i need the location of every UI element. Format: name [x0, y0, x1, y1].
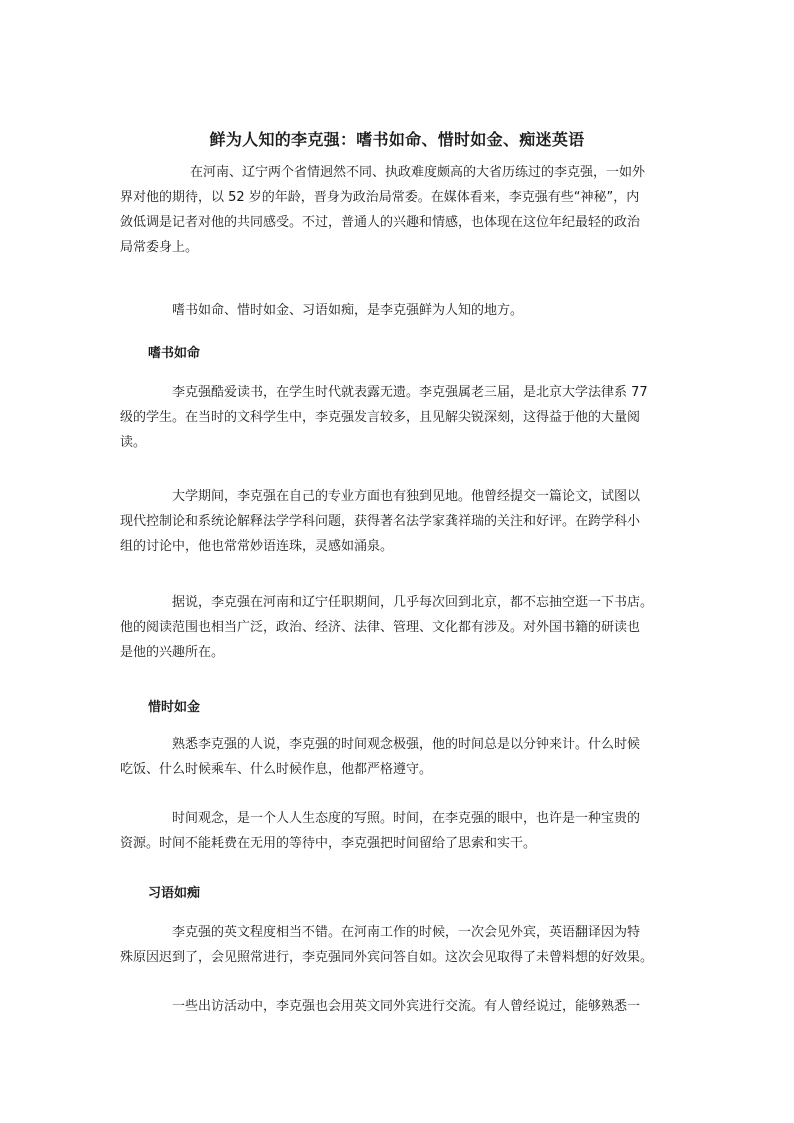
section-heading-reading: 嗜书如命	[148, 346, 201, 361]
text-line: 大学期间，李克强在自己的专业方面也有独到见地。他曾经提交一篇论文，试图以	[172, 489, 641, 504]
text-line: 殊原因迟到了，会见照常进行，李克强同外宾问答自如。这次会见取得了未曾料想的好效果。	[120, 950, 654, 965]
paragraph-summary	[120, 298, 688, 323]
text-line: 他的阅读范围也相当广泛，政治、经济、法律、管理、文化都有涉及。对外国书籍的研读也	[120, 620, 641, 635]
text-line: 组的讨论中，他也常常妙语连珠，灵感如涌泉。	[120, 539, 394, 554]
paragraph-reading-1	[120, 380, 688, 455]
text-line: 敛低调是记者对他的共同感受。不过，普通人的兴趣和情感，也体现在这位年纪最轻的政治	[120, 215, 641, 230]
paragraph-english-1	[120, 920, 688, 970]
text-line: 嗜书如命、惜时如金、习语如痴，是李克强鲜为人知的地方。	[172, 303, 524, 318]
text-line: 在河南、辽宁两个省情迥然不同、执政难度颇高的大省历练过的李克强，一如外	[190, 165, 646, 180]
paragraph-reading-3	[120, 590, 688, 665]
text-line: 李克强酷爱读书，在学生时代就表露无遗。李克强属老三届，是北京大学法律系 77	[172, 385, 648, 400]
text-line: 时间观念，是一个人人生态度的写照。时间，在李克强的眼中，也许是一种宝贵的	[172, 811, 641, 826]
text-line: 界对他的期待，以 52 岁的年龄，晋身为政治局常委。在媒体看来，李克强有些“神秘”，内	[120, 190, 640, 205]
text-line: 级的学生。在当时的文科学生中，李克强发言较多，且见解尖锐深刻，这得益于他的大量阅	[120, 410, 641, 425]
section-heading-time: 惜时如金	[148, 700, 201, 715]
paragraph-english-2	[120, 994, 688, 1019]
paragraph-intro	[120, 160, 688, 260]
text-line: 读。	[120, 435, 147, 450]
document-title: 鲜为人知的李克强：嗜书如命、惜时如金、痴迷英语	[209, 129, 585, 149]
text-line: 吃饭、什么时候乘车、什么时候作息，他都严格遵守。	[120, 762, 433, 777]
paragraph-time-2	[120, 806, 688, 856]
text-line: 资源。时间不能耗费在无用的等待中，李克强把时间留给了思索和实干。	[120, 836, 537, 851]
text-line: 一些出访活动中，李克强也会用英文同外宾进行交流。有人曾经说过，能够熟悉一	[172, 999, 641, 1014]
section-heading-english: 习语如痴	[148, 886, 201, 901]
text-line: 熟悉李克强的人说，李克强的时间观念极强，他的时间总是以分钟来计。什么时候	[172, 737, 641, 752]
paragraph-time-1	[120, 732, 688, 782]
text-line: 据说，李克强在河南和辽宁任职期间，几乎每次回到北京，都不忘抽空逛一下书店。	[172, 595, 654, 610]
text-line: 现代控制论和系统论解释法学学科问题，获得著名法学家龚祥瑞的关注和好评。在跨学科小	[120, 514, 641, 529]
text-line: 是他的兴趣所在。	[120, 645, 225, 660]
paragraph-reading-2	[120, 484, 688, 559]
text-line: 李克强的英文程度相当不错。在河南工作的时候，一次会见外宾，英语翻译因为特	[172, 925, 641, 940]
text-line: 局常委身上。	[120, 240, 199, 255]
